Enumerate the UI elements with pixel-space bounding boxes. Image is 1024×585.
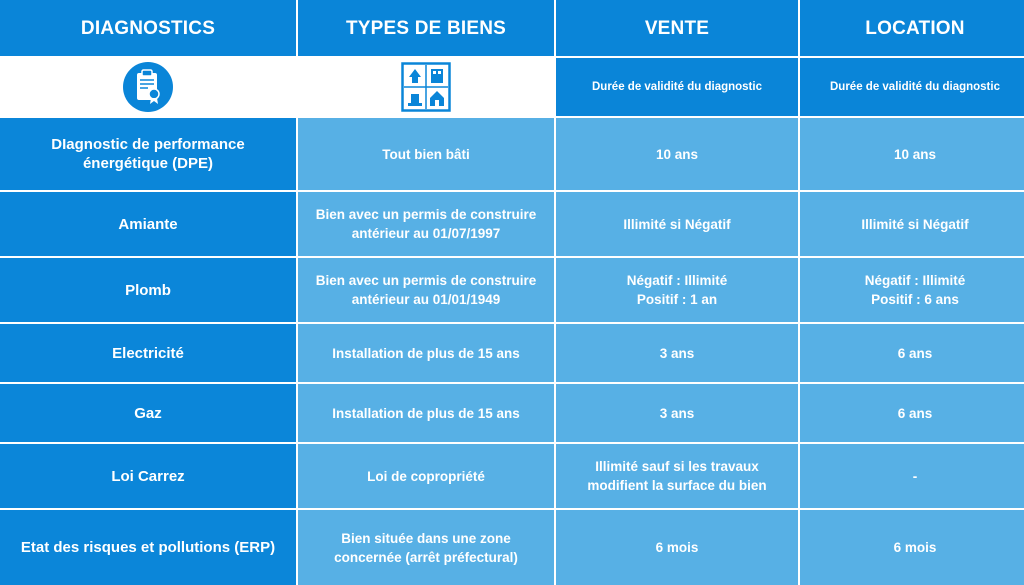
row-electricite-type: Installation de plus de 15 ans bbox=[298, 324, 554, 382]
row-electricite-location: 6 ans bbox=[800, 324, 1024, 382]
header-location: LOCATION bbox=[800, 0, 1024, 56]
row-erp-vente: 6 mois bbox=[556, 510, 798, 585]
row-dpe-diagnostic: DIagnostic de performance énergétique (DPE) bbox=[0, 118, 296, 190]
row-loi-carrez-location: - bbox=[800, 444, 1024, 508]
row-gaz-type: Installation de plus de 15 ans bbox=[298, 384, 554, 442]
row-plomb-type: Bien avec un permis de construire antérieur au 01/01/1949 bbox=[298, 258, 554, 322]
clipboard-certificate-icon bbox=[122, 61, 174, 113]
row-dpe-vente: 10 ans bbox=[556, 118, 798, 190]
row-loi-carrez-type: Loi de copropriété bbox=[298, 444, 554, 508]
header-types-de-biens: TYPES DE BIENS bbox=[298, 0, 554, 56]
property-types-icon bbox=[401, 62, 451, 112]
subheader-location: Durée de validité du diagnostic bbox=[800, 58, 1024, 116]
row-loi-carrez-vente: Illimité sauf si les travaux modifient la surface du bien bbox=[556, 444, 798, 508]
diagnostic-icon-cell bbox=[0, 58, 296, 116]
row-gaz-vente: 3 ans bbox=[556, 384, 798, 442]
row-gaz-location: 6 ans bbox=[800, 384, 1024, 442]
property-icon-cell bbox=[298, 58, 554, 116]
row-loi-carrez-diagnostic: Loi Carrez bbox=[0, 444, 296, 508]
row-amiante-type: Bien avec un permis de construire antérieur au 01/07/1997 bbox=[298, 192, 554, 256]
row-erp-diagnostic: Etat des risques et pollutions (ERP) bbox=[0, 510, 296, 585]
row-dpe-type: Tout bien bâti bbox=[298, 118, 554, 190]
row-gaz-diagnostic: Gaz bbox=[0, 384, 296, 442]
row-amiante-location: Illimité si Négatif bbox=[800, 192, 1024, 256]
row-plomb-vente: Négatif : Illimité Positif : 1 an bbox=[556, 258, 798, 322]
subheader-vente: Durée de validité du diagnostic bbox=[556, 58, 798, 116]
row-dpe-location: 10 ans bbox=[800, 118, 1024, 190]
row-erp-type: Bien située dans une zone concernée (arrêt préfectural) bbox=[298, 510, 554, 585]
row-plomb-diagnostic: Plomb bbox=[0, 258, 296, 322]
header-diagnostics: DIAGNOSTICS bbox=[0, 0, 296, 56]
row-erp-location: 6 mois bbox=[800, 510, 1024, 585]
row-electricite-vente: 3 ans bbox=[556, 324, 798, 382]
row-electricite-diagnostic: Electricité bbox=[0, 324, 296, 382]
row-amiante-vente: Illimité si Négatif bbox=[556, 192, 798, 256]
header-vente: VENTE bbox=[556, 0, 798, 56]
row-plomb-location: Négatif : Illimité Positif : 6 ans bbox=[800, 258, 1024, 322]
row-amiante-diagnostic: Amiante bbox=[0, 192, 296, 256]
